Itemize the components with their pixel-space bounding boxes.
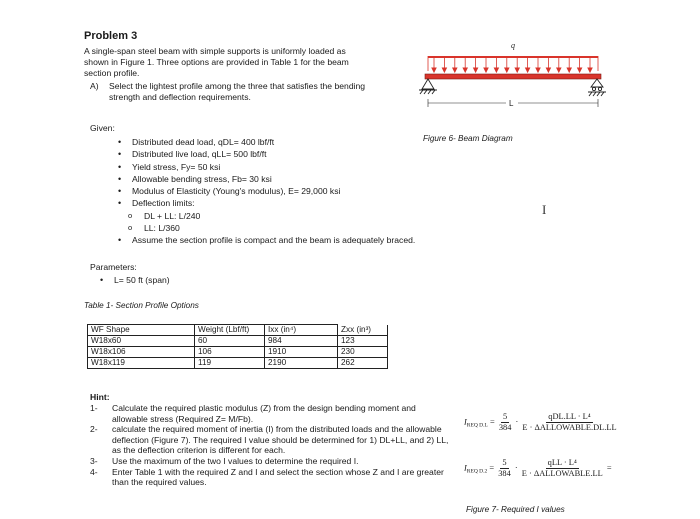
load-arrowhead bbox=[442, 68, 446, 72]
load-arrowhead bbox=[515, 68, 519, 72]
load-arrowhead bbox=[588, 68, 592, 72]
table-cell: W18x60 bbox=[88, 336, 195, 347]
hint-item: 3- Use the maximum of the two I values to determine the required I. bbox=[90, 455, 359, 466]
hint-item: 2- calculate the required moment of inertia (I) from the distributed loads and the allowable deflection (Figure 7). The required I value should be determined for 1) DL+LL, and 2) LL, as the deflection criterion is different for each. bbox=[90, 424, 449, 456]
problem-intro bbox=[84, 46, 349, 80]
table-cell: 984 bbox=[265, 336, 338, 347]
load-arrowhead bbox=[546, 68, 550, 72]
load-arrowhead bbox=[484, 68, 488, 72]
given-subitem: o DL + LL: L/240 bbox=[118, 210, 415, 222]
hint-item: 4- Enter Table 1 with the required Z and I and select the section whose Z and I are greater than the required values. bbox=[90, 466, 444, 488]
load-arrowhead bbox=[505, 68, 509, 72]
text-cursor-icon: I bbox=[542, 202, 547, 217]
given-item: • Deflection limits: bbox=[118, 197, 415, 209]
parameters-list bbox=[100, 274, 170, 286]
beam-diagram bbox=[410, 38, 615, 113]
span-label: L bbox=[509, 99, 514, 108]
load-arrowhead bbox=[432, 68, 436, 72]
table-cell: 230 bbox=[338, 347, 388, 358]
given-list bbox=[118, 136, 415, 247]
problem-title: Problem 3 bbox=[84, 30, 138, 42]
table-row bbox=[88, 347, 388, 358]
table-cell: 106 bbox=[195, 347, 265, 358]
load-arrowhead bbox=[474, 68, 478, 72]
roller-support bbox=[588, 79, 606, 96]
table-row bbox=[88, 358, 388, 369]
given-heading: Given: bbox=[90, 123, 115, 133]
given-item: • Distributed dead load, qDL= 400 lbf/ft bbox=[118, 136, 415, 148]
load-label: q bbox=[511, 41, 515, 50]
table-cell: 123 bbox=[338, 336, 388, 347]
hint-list bbox=[90, 403, 452, 488]
figure6-caption: Figure 6- Beam Diagram bbox=[423, 134, 513, 143]
table-cell: 262 bbox=[338, 358, 388, 369]
hint-item: 1- Calculate the required plastic modulus (Z) from the design bending moment and allowable stress (Required Z= M/Fb). bbox=[90, 403, 416, 424]
table-header-cell: WF Shape bbox=[88, 325, 195, 336]
load-arrowhead bbox=[453, 68, 457, 72]
table-cell: W18x106 bbox=[88, 347, 195, 358]
beam bbox=[425, 74, 601, 79]
formula-ireq-ll: $I_{REQ D.2}$ = $\frac{5}{384}$ · $\frac{\text{qLL · L⁴}}{\text{E · ΔALLOWABLE.LL}}$ = bbox=[464, 458, 612, 478]
load-arrowhead bbox=[463, 68, 467, 72]
distributed-load bbox=[428, 56, 598, 72]
table-cell: 2190 bbox=[265, 358, 338, 369]
figure7-caption: Figure 7- Required I values bbox=[466, 505, 565, 514]
table-cell: 1910 bbox=[265, 347, 338, 358]
task-label: A) bbox=[90, 81, 99, 91]
given-item: • Modulus of Elasticity (Young's modulus), E= 29,000 ksi bbox=[118, 185, 415, 197]
load-arrowhead bbox=[567, 68, 571, 72]
load-arrowhead bbox=[557, 68, 561, 72]
formula-ireq-dl-ll: $I_{REQ D.L}$ = $\frac{5}{384}$ · $\frac{\text{qDL.LL · L⁴}}{\text{E · ΔALLOWABLE.DL.LL}}$ bbox=[464, 412, 617, 432]
parameter-item: • L= 50 ft (span) bbox=[100, 274, 170, 286]
table-cell: 119 bbox=[195, 358, 265, 369]
load-arrowhead bbox=[494, 68, 498, 72]
table-row bbox=[88, 336, 388, 347]
intro-line: A single-span steel beam with simple supports is uniformly loaded as bbox=[84, 46, 346, 56]
given-item: • Distributed live load, qLL= 500 lbf/ft bbox=[118, 148, 415, 160]
load-arrowhead bbox=[536, 68, 540, 72]
section-table bbox=[87, 324, 388, 369]
given-item: • Yield stress, Fy= 50 ksi bbox=[118, 161, 415, 173]
given-assumption: • Assume the section profile is compact and the beam is adequately braced. bbox=[118, 234, 415, 246]
hint-heading: Hint: bbox=[90, 392, 110, 402]
table-header-cell: Zxx (in³) bbox=[338, 325, 388, 336]
table1-caption: Table 1- Section Profile Options bbox=[84, 301, 199, 310]
task-line: strength and deflection requirements. bbox=[109, 92, 251, 103]
table-header-cell: Ixx (in⁴) bbox=[265, 325, 338, 336]
intro-line: section profile. bbox=[84, 68, 140, 79]
pin-support bbox=[419, 79, 437, 94]
table-header-cell: Weight (Lbf/ft) bbox=[195, 325, 265, 336]
task-line: Select the lightest profile among the three that satisfies the bending bbox=[109, 81, 366, 91]
load-arrowhead bbox=[526, 68, 530, 72]
given-subitem: o LL: L/360 bbox=[118, 222, 415, 234]
load-arrowhead bbox=[578, 68, 582, 72]
parameters-heading: Parameters: bbox=[90, 262, 137, 272]
task-text bbox=[109, 81, 365, 103]
table-cell: W18x119 bbox=[88, 358, 195, 369]
table-header-row bbox=[88, 325, 388, 336]
given-item: • Allowable bending stress, Fb= 30 ksi bbox=[118, 173, 415, 185]
table-cell: 60 bbox=[195, 336, 265, 347]
intro-line: shown in Figure 1. Three options are provided in Table 1 for the beam bbox=[84, 57, 349, 68]
